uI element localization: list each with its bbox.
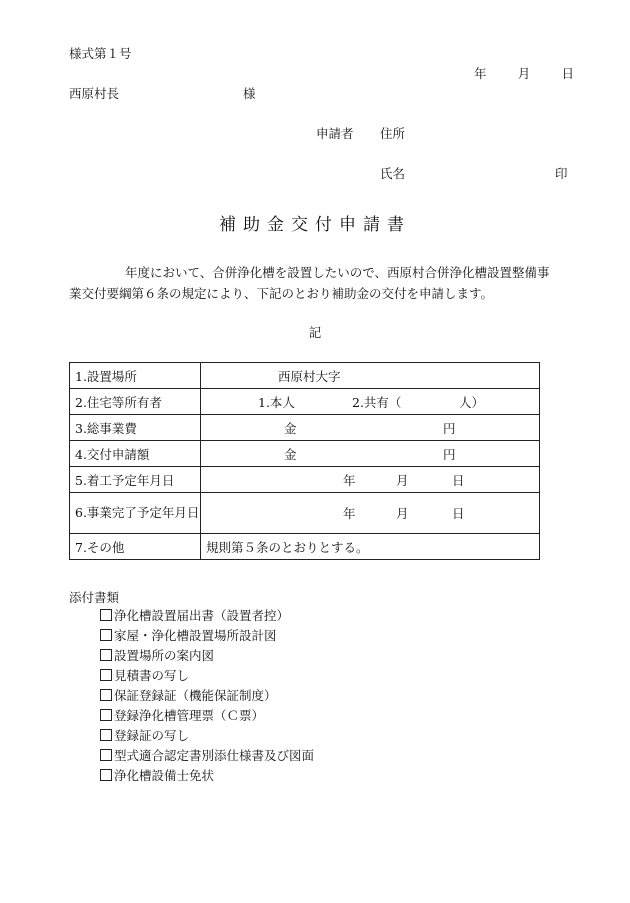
- checkbox-icon[interactable]: [100, 649, 112, 661]
- applicant-label: 申請者: [316, 126, 354, 141]
- attachment-label: 設置場所の案内図: [114, 648, 215, 663]
- table-row: [70, 389, 540, 415]
- owner-option-shared: 2.共有（: [352, 394, 402, 410]
- address-label: 住所: [380, 126, 406, 141]
- start-date-day: 日: [452, 472, 465, 488]
- application-table: [69, 362, 540, 560]
- completion-date-month: 月: [396, 506, 409, 521]
- list-item: [100, 726, 314, 746]
- completion-date-day: 日: [452, 506, 465, 521]
- checkbox-icon[interactable]: [100, 609, 112, 621]
- total-cost-kin: 金: [284, 420, 297, 436]
- owner-option-self: 1.本人: [258, 394, 295, 410]
- attachment-label: 家屋・浄化槽設置場所設計図: [114, 628, 277, 643]
- list-item: [100, 606, 314, 626]
- list-item: [100, 626, 314, 646]
- application-date: [474, 64, 574, 82]
- table-row: [70, 467, 540, 493]
- grant-amount-cell: [201, 441, 540, 467]
- row-label-grant-amount: 4.交付申請額: [70, 441, 201, 467]
- table-row: [70, 441, 540, 467]
- checkbox-icon[interactable]: [100, 709, 112, 721]
- other-value: 規則第５条のとおりとする。: [206, 539, 369, 555]
- owner-shared-count-suffix: 人）: [459, 394, 485, 410]
- list-item: [100, 686, 314, 706]
- checkbox-icon[interactable]: [100, 629, 112, 641]
- owner-cell: [201, 389, 540, 415]
- date-year-label: 年: [474, 66, 487, 81]
- attachment-label: 保証登録証（機能保証制度）: [114, 688, 277, 703]
- attachment-label: 登録浄化槽管理票（Ｃ票）: [114, 708, 265, 723]
- attachments-list: [100, 606, 314, 786]
- attachments-title: 添付書類: [69, 590, 120, 605]
- start-date-month: 月: [396, 472, 409, 488]
- checkbox-icon[interactable]: [100, 729, 112, 741]
- location-value: 西原村大字: [278, 368, 341, 384]
- completion-date-cell: [201, 493, 540, 534]
- statement-text: 年度において、合併浄化槽を設置したいので、西原村合併浄化槽設置整備事業交付要綱第６条の規定により、下記のとおり補助金の交付を申請します。: [69, 265, 550, 301]
- list-item: [100, 766, 314, 786]
- start-date-year: 年: [343, 472, 356, 488]
- seal-mark: 印: [555, 166, 568, 181]
- addressee-suffix: 様: [243, 86, 256, 101]
- attachment-label: 型式適合認定書別添仕様書及び図面: [114, 748, 315, 763]
- attachment-label: 浄化槽設備士免状: [114, 768, 215, 783]
- total-cost-cell: [201, 415, 540, 441]
- attachment-label: 見積書の写し: [114, 668, 190, 683]
- table-row: [70, 363, 540, 389]
- total-cost-yen: 円: [443, 420, 456, 436]
- addressee: 西原村長: [69, 86, 120, 101]
- application-statement: [69, 262, 559, 304]
- row-label-total-cost: 3.総事業費: [70, 415, 201, 441]
- row-label-other: 7.その他: [70, 534, 201, 560]
- checkbox-icon[interactable]: [100, 769, 112, 781]
- ki-heading: 記: [308, 325, 322, 340]
- attachment-label: 浄化槽設置届出書（設置者控）: [114, 608, 290, 623]
- row-label-start-date: 5.着工予定年月日: [70, 467, 201, 493]
- table-row: [70, 415, 540, 441]
- completion-date-year: 年: [343, 506, 356, 521]
- attachment-label: 登録証の写し: [114, 728, 190, 743]
- list-item: [100, 646, 314, 666]
- grant-amount-kin: 金: [284, 446, 297, 462]
- date-day-label: 日: [561, 66, 574, 81]
- row-label-location: 1.設置場所: [70, 363, 201, 389]
- checkbox-icon[interactable]: [100, 669, 112, 681]
- table-row: [70, 493, 540, 534]
- checkbox-icon[interactable]: [100, 689, 112, 701]
- start-date-cell: [201, 467, 540, 493]
- date-month-label: 月: [517, 66, 531, 81]
- table-row: [70, 534, 540, 560]
- row-label-owner: 2.住宅等所有者: [70, 389, 201, 415]
- checkbox-icon[interactable]: [100, 749, 112, 761]
- list-item: [100, 706, 314, 726]
- list-item: [100, 666, 314, 686]
- grant-amount-yen: 円: [443, 446, 456, 462]
- location-cell: [201, 363, 540, 389]
- form-number: 様式第１号: [69, 46, 132, 61]
- row-label-completion-date: 6.事業完了予定年月日: [70, 493, 201, 534]
- name-label: 氏名: [380, 166, 406, 181]
- other-cell: [201, 534, 540, 560]
- list-item: [100, 746, 314, 766]
- document-title: 補助金交付申請書: [219, 215, 411, 235]
